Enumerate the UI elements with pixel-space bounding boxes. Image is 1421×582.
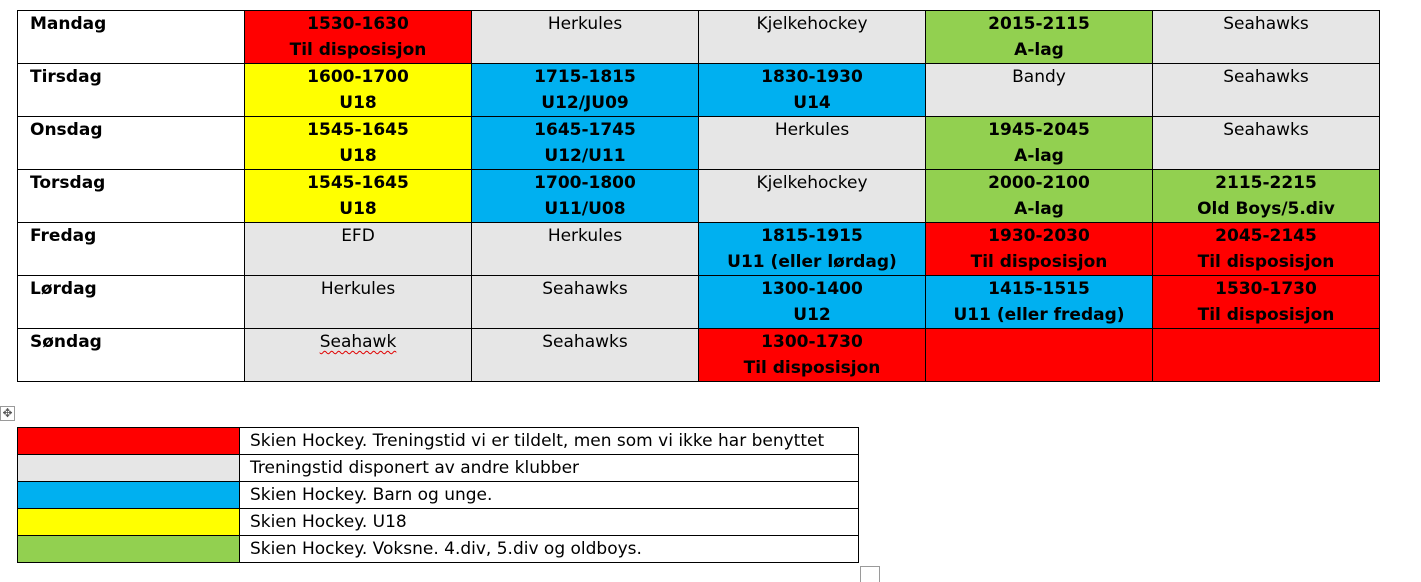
cell-text: Herkules xyxy=(774,120,850,140)
legend-swatch xyxy=(18,509,240,536)
cell-text: 1300-1730 xyxy=(761,332,863,352)
legend-swatch xyxy=(18,536,240,563)
cell-text: Seahawks xyxy=(1223,14,1309,34)
schedule-cell[interactable] xyxy=(926,276,1153,329)
schedule-cell[interactable] xyxy=(1153,64,1380,117)
cell-line-primary xyxy=(472,276,698,302)
cell-line-primary xyxy=(245,329,471,355)
cell-text: Seahawks xyxy=(1223,120,1309,140)
cell-line-primary xyxy=(926,223,1152,249)
cell-text: 1300-1400 xyxy=(761,279,863,299)
cell-text: A-lag xyxy=(1014,199,1064,219)
cell-line-secondary xyxy=(926,143,1152,169)
schedule-cell[interactable] xyxy=(926,64,1153,117)
schedule-cell[interactable] xyxy=(699,64,926,117)
cell-text: U12/JU09 xyxy=(541,93,629,113)
cell-line-primary xyxy=(699,329,925,355)
cell-text: 1700-1800 xyxy=(534,173,636,193)
schedule-row xyxy=(18,223,1380,276)
cell-text: Old Boys/5.div xyxy=(1197,199,1335,219)
resize-handle[interactable] xyxy=(860,566,880,582)
schedule-cell[interactable] xyxy=(472,170,699,223)
schedule-cell[interactable] xyxy=(1153,276,1380,329)
cell-line-secondary xyxy=(699,355,925,381)
legend-swatch xyxy=(18,428,240,455)
day-label[interactable]: Fredag xyxy=(18,223,245,276)
schedule-cell[interactable] xyxy=(926,117,1153,170)
schedule-cell[interactable] xyxy=(926,223,1153,276)
cell-text: A-lag xyxy=(1014,40,1064,60)
cell-text: 2000-2100 xyxy=(988,173,1090,193)
cell-text: 1545-1645 xyxy=(307,120,409,140)
cell-text: 1415-1515 xyxy=(988,279,1090,299)
cell-text: Kjelkehockey xyxy=(756,14,868,34)
cell-line-primary xyxy=(245,170,471,196)
schedule-row xyxy=(18,117,1380,170)
cell-line-secondary xyxy=(472,90,698,116)
day-label[interactable]: Mandag xyxy=(18,11,245,64)
schedule-cell[interactable] xyxy=(245,11,472,64)
cell-line-secondary xyxy=(245,37,471,63)
schedule-cell[interactable] xyxy=(245,276,472,329)
schedule-cell[interactable] xyxy=(1153,11,1380,64)
cell-text: U14 xyxy=(793,93,831,113)
cell-line-primary xyxy=(1153,117,1379,143)
cell-line-secondary xyxy=(1153,196,1379,222)
schedule-cell[interactable] xyxy=(1153,223,1380,276)
cell-line-primary xyxy=(699,11,925,37)
legend-text[interactable]: Skien Hockey. Barn og unge. xyxy=(240,482,859,509)
schedule-body xyxy=(18,11,1380,382)
legend-swatch xyxy=(18,455,240,482)
cell-text: U18 xyxy=(339,146,377,166)
cell-text: 1930-2030 xyxy=(988,226,1090,246)
cell-text: 2115-2215 xyxy=(1215,173,1317,193)
cell-line-primary xyxy=(472,329,698,355)
cell-line-secondary xyxy=(699,90,925,116)
cell-text: U11 (eller lørdag) xyxy=(727,252,897,272)
cell-text: 1645-1745 xyxy=(534,120,636,140)
schedule-cell[interactable] xyxy=(472,117,699,170)
cell-line-primary xyxy=(926,11,1152,37)
cell-text: 2015-2115 xyxy=(988,14,1090,34)
cell-text: Seahawks xyxy=(542,279,628,299)
cell-line-primary xyxy=(699,276,925,302)
cell-line-primary xyxy=(699,223,925,249)
cell-line-secondary xyxy=(472,196,698,222)
text-cursor xyxy=(858,483,859,507)
cell-line-primary xyxy=(699,64,925,90)
cell-line-secondary xyxy=(926,302,1152,328)
cell-text: Herkules xyxy=(547,226,623,246)
cell-text: Herkules xyxy=(320,279,396,299)
cell-line-primary xyxy=(1153,11,1379,37)
schedule-cell[interactable] xyxy=(245,223,472,276)
day-label[interactable]: Torsdag xyxy=(18,170,245,223)
cell-line-primary xyxy=(472,11,698,37)
schedule-cell[interactable] xyxy=(699,117,926,170)
schedule-cell[interactable] xyxy=(472,223,699,276)
cell-text: EFD xyxy=(341,226,375,246)
cell-line-primary xyxy=(245,276,471,302)
cell-text: U11/U08 xyxy=(544,199,626,219)
cell-text: Til disposisjon xyxy=(1197,252,1335,272)
cell-line-secondary xyxy=(472,143,698,169)
schedule-cell[interactable] xyxy=(472,64,699,117)
day-label[interactable]: Onsdag xyxy=(18,117,245,170)
cell-text: U12 xyxy=(793,305,831,325)
cell-line-primary xyxy=(699,117,925,143)
cell-text: 1815-1915 xyxy=(761,226,863,246)
schedule-cell[interactable] xyxy=(472,11,699,64)
cell-text: Seahawks xyxy=(1223,67,1309,87)
legend-row xyxy=(18,536,859,563)
cell-text: U11 (eller fredag) xyxy=(953,305,1125,325)
day-label[interactable]: Lørdag xyxy=(18,276,245,329)
cell-line-secondary xyxy=(245,196,471,222)
legend-row xyxy=(18,509,859,536)
schedule-cell[interactable] xyxy=(926,170,1153,223)
cell-line-primary xyxy=(472,223,698,249)
schedule-cell[interactable] xyxy=(1153,117,1380,170)
cell-text: 1545-1645 xyxy=(307,173,409,193)
schedule-cell[interactable] xyxy=(926,11,1153,64)
legend-text[interactable]: Skien Hockey. Treningstid vi er tildelt, men som vi ikke har benyttet xyxy=(240,428,859,455)
cell-line-secondary xyxy=(926,249,1152,275)
cell-text: U18 xyxy=(339,199,377,219)
legend-row xyxy=(18,428,859,455)
schedule-cell[interactable] xyxy=(472,329,699,382)
schedule-cell[interactable] xyxy=(699,276,926,329)
cell-text: A-lag xyxy=(1014,146,1064,166)
cell-text: Herkules xyxy=(547,14,623,34)
cell-line-primary xyxy=(926,170,1152,196)
schedule-cell[interactable] xyxy=(699,223,926,276)
cell-text: Bandy xyxy=(1012,67,1066,87)
cell-line-primary xyxy=(245,117,471,143)
cell-text: 1530-1630 xyxy=(307,14,409,34)
cell-text: Kjelkehockey xyxy=(756,173,868,193)
cell-line-secondary xyxy=(1153,302,1379,328)
schedule-cell[interactable] xyxy=(699,170,926,223)
legend-row xyxy=(18,455,859,482)
legend-text[interactable]: Skien Hockey. Voksne. 4.div, 5.div og oldboys. xyxy=(240,536,859,563)
schedule-row xyxy=(18,170,1380,223)
cell-line-primary xyxy=(1153,170,1379,196)
cell-line-primary xyxy=(472,64,698,90)
schedule-cell[interactable] xyxy=(472,276,699,329)
schedule-cell[interactable] xyxy=(245,117,472,170)
cell-text: U18 xyxy=(339,93,377,113)
schedule-cell[interactable] xyxy=(245,64,472,117)
cell-line-primary xyxy=(472,170,698,196)
cell-line-secondary xyxy=(699,249,925,275)
cell-text: U12/U11 xyxy=(544,146,626,166)
schedule-table xyxy=(17,10,1380,382)
cell-line-primary xyxy=(245,11,471,37)
cell-text: Til disposisjon xyxy=(289,40,427,60)
cell-line-primary xyxy=(1153,276,1379,302)
cell-text: 1830-1930 xyxy=(761,67,863,87)
cell-line-secondary xyxy=(1153,249,1379,275)
cell-text: 1945-2045 xyxy=(988,120,1090,140)
cell-line-secondary xyxy=(926,37,1152,63)
cell-line-secondary xyxy=(245,143,471,169)
cell-line-secondary xyxy=(926,196,1152,222)
cell-text: Til disposisjon xyxy=(1197,305,1335,325)
cell-line-primary xyxy=(926,64,1152,90)
schedule-cell[interactable] xyxy=(1153,170,1380,223)
legend-body xyxy=(18,428,859,563)
cell-text: Til disposisjon xyxy=(970,252,1108,272)
schedule-cell[interactable] xyxy=(245,170,472,223)
cell-line-secondary xyxy=(699,302,925,328)
cell-line-primary xyxy=(245,223,471,249)
cell-line-primary xyxy=(699,170,925,196)
move-arrows-icon[interactable]: ✥ xyxy=(0,406,15,421)
schedule-row xyxy=(18,276,1380,329)
schedule-cell[interactable] xyxy=(926,329,1153,382)
legend-swatch xyxy=(18,482,240,509)
day-label[interactable]: Søndag xyxy=(18,329,245,382)
cell-line-primary xyxy=(1153,223,1379,249)
cell-text: Seahawk xyxy=(319,332,397,352)
cell-text: 1530-1730 xyxy=(1215,279,1317,299)
schedule-cell[interactable] xyxy=(245,329,472,382)
schedule-row xyxy=(18,329,1380,382)
legend-text[interactable]: Skien Hockey. U18 xyxy=(240,509,859,536)
cell-line-primary xyxy=(1153,64,1379,90)
schedule-cell[interactable] xyxy=(699,11,926,64)
cell-text: Seahawks xyxy=(542,332,628,352)
cell-line-primary xyxy=(926,276,1152,302)
legend-table xyxy=(17,427,859,563)
cell-line-primary xyxy=(245,64,471,90)
day-label[interactable]: Tirsdag xyxy=(18,64,245,117)
cell-text: Til disposisjon xyxy=(743,358,881,378)
cell-line-primary xyxy=(472,117,698,143)
legend-text[interactable]: Treningstid disponert av andre klubber xyxy=(240,455,859,482)
schedule-row xyxy=(18,64,1380,117)
cell-text: 2045-2145 xyxy=(1215,226,1317,246)
cell-text: 1715-1815 xyxy=(534,67,636,87)
schedule-cell[interactable] xyxy=(699,329,926,382)
cell-line-secondary xyxy=(245,90,471,116)
cell-line-primary xyxy=(926,117,1152,143)
cell-text: 1600-1700 xyxy=(307,67,409,87)
schedule-cell[interactable] xyxy=(1153,329,1380,382)
schedule-row xyxy=(18,11,1380,64)
legend-row xyxy=(18,482,859,509)
